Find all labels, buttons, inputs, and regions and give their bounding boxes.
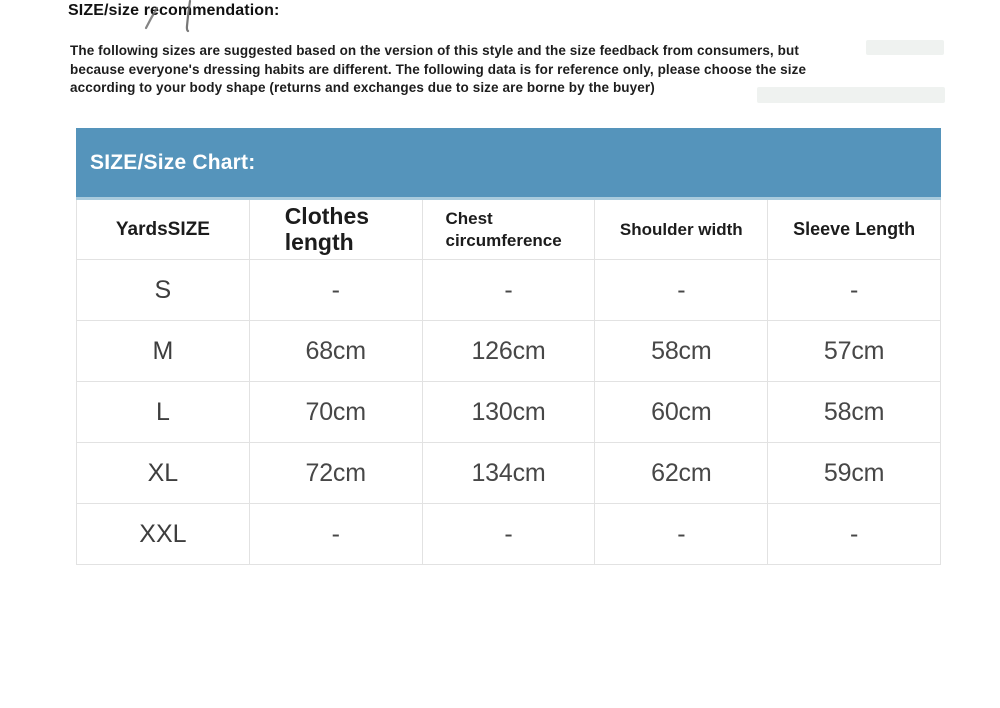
table-cell: 72cm xyxy=(249,443,422,504)
table-cell: 57cm xyxy=(768,321,941,382)
table-cell: - xyxy=(249,260,422,321)
size-chart-title-bar xyxy=(76,128,941,197)
size-label-cell: L xyxy=(77,382,250,443)
header-yardssize: YardsSIZE xyxy=(77,199,250,260)
size-chart-title: SIZE/Size Chart: xyxy=(90,150,256,174)
table-cell: 134cm xyxy=(422,443,595,504)
table-row-l xyxy=(77,382,941,443)
page-title: SIZE/size recommendation: xyxy=(68,2,280,19)
size-label-cell: M xyxy=(77,321,250,382)
table-cell: 58cm xyxy=(768,382,941,443)
size-disclaimer-text xyxy=(70,42,950,98)
size-label-cell: XXL xyxy=(77,504,250,565)
table-row-xl xyxy=(77,443,941,504)
table-cell: 70cm xyxy=(249,382,422,443)
table-header-row xyxy=(77,199,941,260)
table-cell: - xyxy=(422,260,595,321)
table-cell: - xyxy=(422,504,595,565)
disclaimer-line: because everyone's dressing habits are different. The following data is for reference only, please choose the size xyxy=(70,61,807,77)
size-label-cell: XL xyxy=(77,443,250,504)
table-cell: 59cm xyxy=(768,443,941,504)
table-cell: - xyxy=(595,504,768,565)
size-label-cell: S xyxy=(77,260,250,321)
table-row-s xyxy=(77,260,941,321)
table-cell: - xyxy=(768,260,941,321)
table-row-xxl xyxy=(77,504,941,565)
header-sleeve-length: Sleeve Length xyxy=(768,199,941,260)
disclaimer-line: according to your body shape (returns and exchanges due to size are borne by the buyer) xyxy=(70,80,655,95)
size-table xyxy=(76,197,941,565)
table-cell: - xyxy=(595,260,768,321)
table-cell: 58cm xyxy=(595,321,768,382)
header-shoulder-width: Shoulder width xyxy=(595,199,768,260)
disclaimer-line: The following sizes are suggested based on the version of this style and the size feedback from consumers, but xyxy=(70,43,799,58)
table-cell: 62cm xyxy=(595,443,768,504)
table-cell: 68cm xyxy=(249,321,422,382)
table-cell: - xyxy=(249,504,422,565)
table-cell: - xyxy=(768,504,941,565)
table-cell: 126cm xyxy=(422,321,595,382)
header-clothes-length: Clothes length xyxy=(249,199,422,260)
table-row-m xyxy=(77,321,941,382)
size-chart-section xyxy=(76,128,941,565)
header-chest-circumference: Chest circumference xyxy=(422,199,595,260)
table-cell: 60cm xyxy=(595,382,768,443)
table-cell: 130cm xyxy=(422,382,595,443)
